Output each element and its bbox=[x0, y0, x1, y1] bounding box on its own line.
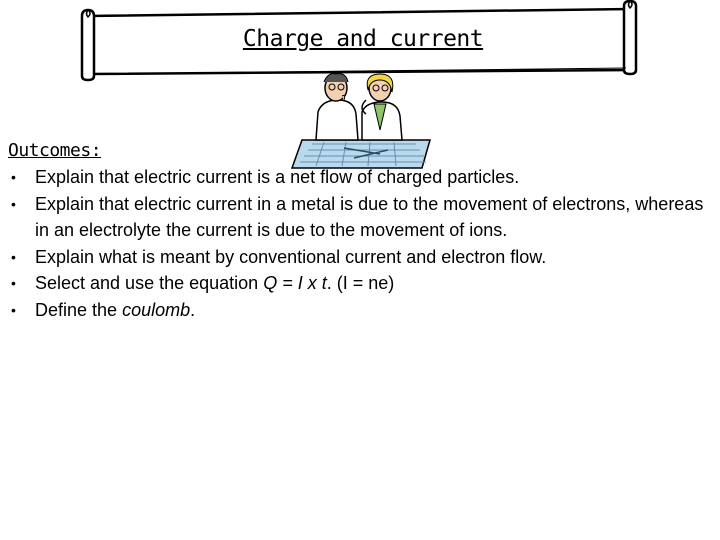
bullet-icon: • bbox=[11, 169, 16, 185]
bullet-icon: • bbox=[11, 275, 16, 291]
bullet-icon: • bbox=[11, 195, 16, 212]
outcome-text: Explain what is meant by conventional current and electron flow. bbox=[35, 246, 547, 267]
equation-formula: Q = I x t bbox=[263, 273, 327, 293]
bullet-icon: • bbox=[11, 301, 16, 318]
list-item bbox=[0, 244, 712, 271]
list-item bbox=[0, 270, 712, 297]
outcomes-list bbox=[0, 164, 712, 323]
outcome-text-pre: Select and use the equation bbox=[35, 273, 264, 293]
outcome-text-post: . (I = ne) bbox=[326, 273, 395, 293]
bullet-icon: • bbox=[11, 248, 16, 265]
outcome-text: Explain that electric current is a net flow of charged particles. bbox=[35, 167, 520, 187]
two-scientists-clipart-icon bbox=[284, 70, 434, 170]
outcome-text-pre: Define the bbox=[35, 299, 123, 320]
list-item bbox=[0, 191, 712, 244]
outcome-text: Explain that electric current in a metal is due to the movement of electrons, whereas in an electrolyte the current is due to the movement of ions. bbox=[35, 193, 704, 240]
outcomes-heading: Outcomes: bbox=[8, 140, 102, 161]
list-item bbox=[0, 297, 712, 324]
coulomb-term: coulomb bbox=[122, 299, 191, 320]
page-title: Charge and current bbox=[242, 26, 484, 52]
outcome-text-post: . bbox=[190, 299, 196, 320]
list-item bbox=[0, 164, 712, 191]
